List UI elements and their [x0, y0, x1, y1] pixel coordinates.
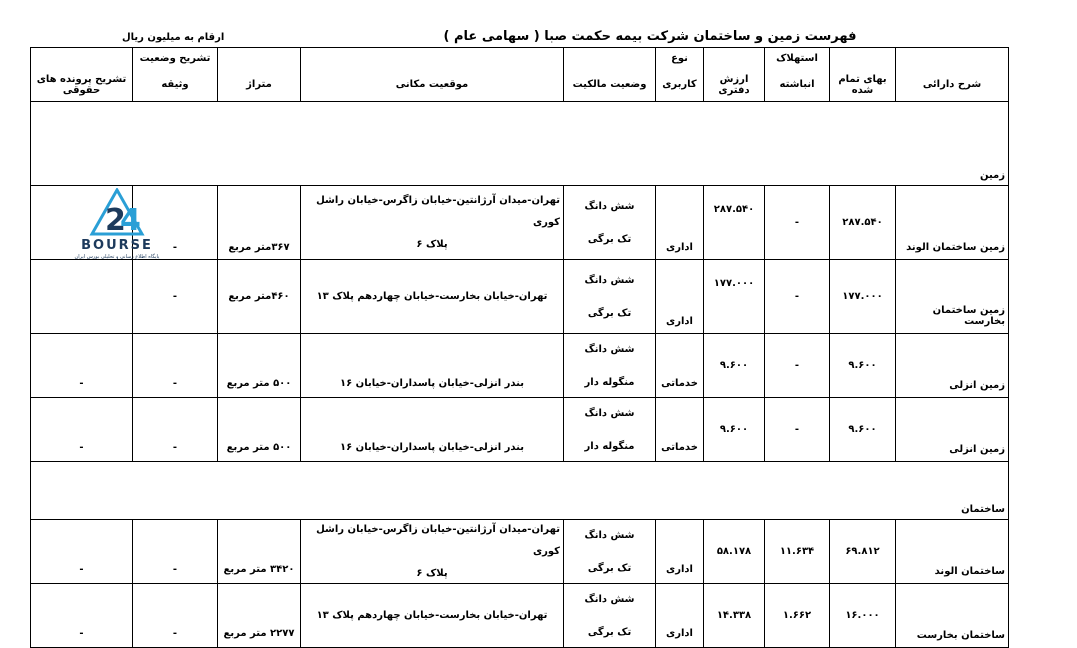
header-ownership: وضعیت مالکیت: [564, 68, 656, 102]
header-location: موقعیت مکانی: [301, 68, 564, 102]
location-line-1: تهران-خیابان بخارست-خیابان چهاردهم پلاک ۱۳: [316, 290, 548, 302]
header-collateral: وثیقه: [133, 68, 218, 102]
svg-text:4: 4: [120, 203, 141, 238]
ownership-line-1: شش دانگ: [584, 343, 635, 355]
table-row: [31, 260, 1009, 334]
header-legal: تشریح پرونده های حقوقی: [31, 68, 133, 102]
cell-asset: زمین انزلی: [896, 398, 1009, 462]
header-cost-top: [830, 48, 896, 69]
ownership-line-2: تک برگی: [587, 307, 632, 319]
ownership-line-2: منگوله دار: [584, 376, 635, 388]
location-line-2: پلاک ۶: [416, 238, 448, 250]
cell-location: تهران-خیابان بخارست-خیابان چهاردهم پلاک ۱۳: [301, 584, 564, 648]
logo-mark-icon: [72, 188, 162, 238]
cell-depreciation: ۱۱.۶۳۴: [765, 520, 830, 584]
cell-book-value: ۹.۶۰۰: [704, 334, 765, 398]
cell-area: ۵۰۰ متر مربع: [218, 334, 301, 398]
cell-location: [301, 520, 564, 584]
ownership-line-1: شش دانگ: [584, 274, 635, 286]
cell-collateral: -: [133, 520, 218, 584]
cell-asset: زمین انزلی: [896, 334, 1009, 398]
cell-depreciation: -: [765, 398, 830, 462]
table-row: [31, 186, 1009, 260]
table-row: [31, 584, 1009, 648]
cell-usage: اداری: [656, 584, 704, 648]
cell-depreciation: ۱.۶۶۲: [765, 584, 830, 648]
cell-cost: ۹.۶۰۰: [830, 334, 896, 398]
header-row-top: [31, 48, 1009, 69]
cell-cost: ۱۶.۰۰۰: [830, 584, 896, 648]
logo-word: BOURSE: [81, 238, 153, 253]
cell-collateral: -: [133, 186, 218, 260]
ownership-line-1: شش دانگ: [584, 529, 635, 541]
header-collateral-top: تشریح وضعیت: [133, 48, 218, 69]
header-book-value-top: [704, 48, 765, 69]
header-usage-top: نوع: [656, 48, 704, 69]
cell-book-value: ۲۸۷.۵۴۰: [704, 186, 765, 260]
cell-cost: ۲۸۷.۵۴۰: [830, 186, 896, 260]
cell-ownership: [564, 398, 656, 462]
section-row-land: [31, 159, 1009, 186]
ownership-line-2: تک برگی: [587, 626, 632, 638]
ownership-line-2: تک برگی: [587, 233, 632, 245]
header-legal-top: [31, 48, 133, 69]
cell-book-value: ۱۷۷.۰۰۰: [704, 260, 765, 334]
cell-legal: -: [31, 584, 133, 648]
document-title: فهرست زمین و ساختمان شرکت بیمه حکمت صبا ( سهامی عام ): [443, 29, 857, 44]
cell-collateral: -: [133, 260, 218, 334]
cell-location: [301, 186, 564, 260]
header-area-top: [218, 48, 301, 69]
table-row: [31, 398, 1009, 462]
bourse-logo: [72, 188, 162, 266]
ownership-line-2: تک برگی: [587, 562, 632, 574]
cell-location: بندر انزلی-خیابان پاسداران-خیابان ۱۶: [301, 398, 564, 462]
header-area: متراژ: [218, 68, 301, 102]
header-asset: شرح دارائی: [896, 68, 1009, 102]
cell-area: ۳۴۲۰ متر مربع: [218, 520, 301, 584]
cell-cost: ۹.۶۰۰: [830, 398, 896, 462]
cell-book-value: ۹.۶۰۰: [704, 398, 765, 462]
cell-ownership: [564, 520, 656, 584]
cell-usage: خدماتی: [656, 398, 704, 462]
cell-ownership: [564, 334, 656, 398]
header-asset-top: [896, 48, 1009, 69]
cell-asset: زمین ساختمان الوند: [896, 186, 1009, 260]
cell-legal: [31, 260, 133, 334]
cell-depreciation: -: [765, 334, 830, 398]
cell-usage: اداری: [656, 260, 704, 334]
cell-collateral: -: [133, 398, 218, 462]
cell-book-value: ۱۴.۳۳۸: [704, 584, 765, 648]
cell-area: ۵۰۰ متر مربع: [218, 398, 301, 462]
location-line-2: پلاک ۶: [416, 567, 448, 579]
ownership-line-2: منگوله دار: [584, 440, 635, 452]
header-ownership-top: [564, 48, 656, 69]
cell-collateral: -: [133, 334, 218, 398]
header-location-top: [301, 48, 564, 69]
logo-subtitle: پایگاه اطلاع رسانی و تحلیلی بورس ایران: [74, 254, 160, 260]
svg-text:2: 2: [105, 203, 126, 238]
cell-ownership: [564, 260, 656, 334]
cell-asset: ساختمان الوند: [896, 520, 1009, 584]
ownership-line-1: شش دانگ: [584, 200, 635, 212]
header-usage: کاربری: [656, 68, 704, 102]
section-row-building: [31, 495, 1009, 520]
ownership-line-1: شش دانگ: [584, 593, 635, 605]
header-row: [31, 68, 1009, 102]
cell-area: ۲۲۷۷ متر مربع: [218, 584, 301, 648]
location-line-1: تهران-میدان آرژانتین-خیابان زاگرس-خیابان راشل کوری: [316, 523, 560, 557]
cell-ownership: [564, 584, 656, 648]
cell-asset: ساختمان بخارست: [896, 584, 1009, 648]
cell-legal: -: [31, 398, 133, 462]
location-line-1: تهران-میدان آرژانتین-خیابان زاگرس-خیابان راشل کوری: [316, 194, 560, 228]
header-cost: بهای تمام شده: [830, 68, 896, 102]
header-depreciation-top: استهلاک: [765, 48, 830, 69]
header-depreciation: انباشته: [765, 68, 830, 102]
cell-usage: اداری: [656, 186, 704, 260]
section-land: زمین: [31, 159, 1009, 186]
cell-location: بندر انزلی-خیابان پاسداران-خیابان ۱۶: [301, 334, 564, 398]
table-row: [31, 334, 1009, 398]
cell-location: [301, 260, 564, 334]
cell-area: ۳۶۷متر مربع: [218, 186, 301, 260]
cell-legal: -: [31, 520, 133, 584]
cell-depreciation: -: [765, 186, 830, 260]
cell-cost: ۶۹.۸۱۲: [830, 520, 896, 584]
cell-legal: -: [31, 334, 133, 398]
spacer-row: [31, 462, 1009, 496]
cell-area: ۴۶۰متر مربع: [218, 260, 301, 334]
ownership-line-1: شش دانگ: [584, 407, 635, 419]
cell-usage: خدماتی: [656, 334, 704, 398]
cell-usage: اداری: [656, 520, 704, 584]
cell-depreciation: -: [765, 260, 830, 334]
cell-book-value: ۵۸.۱۷۸: [704, 520, 765, 584]
spacer-row: [31, 102, 1009, 160]
cell-cost: ۱۷۷.۰۰۰: [830, 260, 896, 334]
header-book-value: ارزش دفتری: [704, 68, 765, 102]
assets-table: [30, 47, 1009, 648]
cell-ownership: [564, 186, 656, 260]
cell-asset: زمین ساختمان بخارست: [896, 260, 1009, 334]
section-building: ساختمان: [31, 495, 1009, 520]
unit-note: ارقام به میلیون ریال: [122, 32, 225, 43]
cell-collateral: -: [133, 584, 218, 648]
table-row: [31, 520, 1009, 584]
